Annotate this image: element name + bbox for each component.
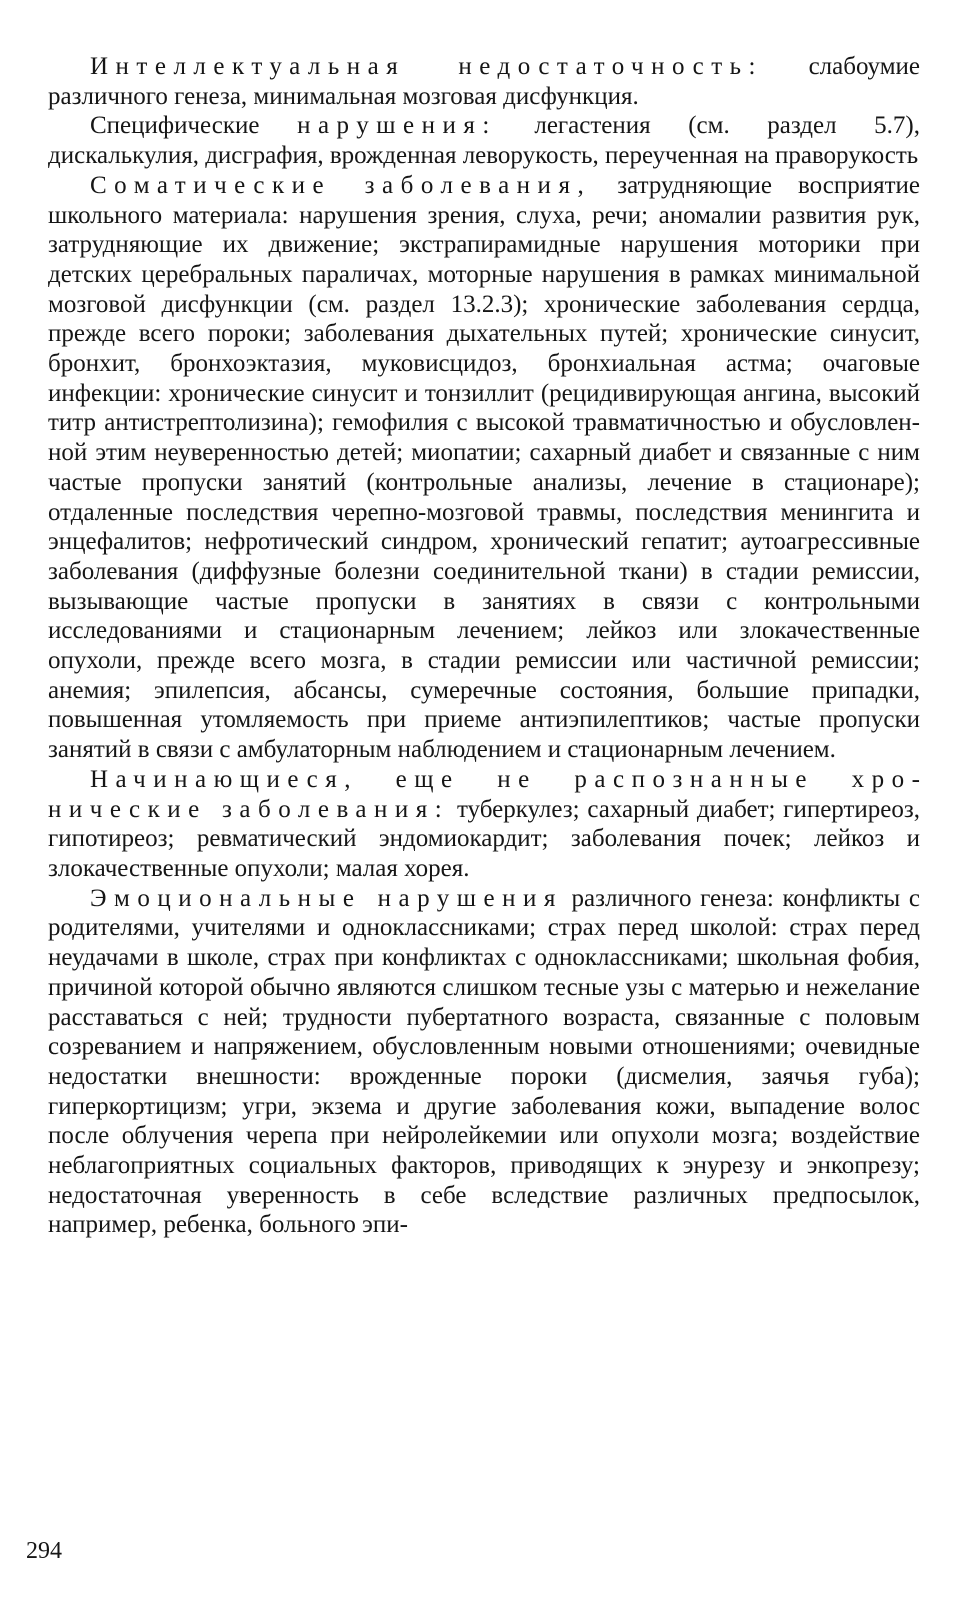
paragraph-lead: Специфические xyxy=(90,112,298,140)
page-body xyxy=(48,52,920,1240)
paragraph-text: легастения (см. раздел 5.7), дискалькулия, дисграфия, врожденная леворукость, переученная на праворукость xyxy=(48,112,920,170)
spaced-term: Эмоциональные нарушения xyxy=(90,884,563,912)
paragraph-text: затрудняющие восприятие школьного материала: нарушения зрения, слуха, речи; аномалии развития рук, затрудняющие их движение; экстрапирамидные нарушения моторики при детских церебральных параличах, моторные нарушения в рамках минимальной мозговой дисфункции (см. раздел 13.2.3); хронические заболевания сердца, прежде всего пороки; заболевания дыхательных путей; хронические синусит, бронхит, бронхоэктазия, муковисцидоз, бронхиальная астма; очаговые инфекции: хронические синусит и тонзиллит (рецидивирующая ангина, высокий титр антистрептолизина); гемофилия с высокой травматичностью и обусловленной этим неуверенностью детей; миопатии; сахарный диабет и связанные с ним частые пропуски занятий (контрольные анализы, лечение в стационаре); отдаленные последствия черепно-мозговой травмы, последствия менингита и энцефалитов; нефротический синдром, хронический гепатит; аутоагрессивные заболевания (диффузные болезни соединительной ткани) в стадии ремиссии, вызывающие частые пропуски в занятиях в связи с контрольными исследованиями и стационарным лечением; лейкоз или злокачественные опухоли, прежде всего мозга, в стадии ремиссии или частичной ремиссии; анемия; эпилепсия, абсансы, сумеречные состояния, большие припадки, повышенная утомляемость при приеме антиэпилептиков; частые пропуски занятий в связи с амбулаторным наблюдением и стационарным лечением. xyxy=(48,171,920,764)
spaced-term: Соматические заболевания, xyxy=(90,171,592,199)
spaced-term: Начинающиеся, еще не распознанные хронические заболевания: xyxy=(48,765,920,823)
paragraph-emotional-disorders xyxy=(48,884,920,1240)
paragraph-intellectual-insufficiency xyxy=(48,52,920,111)
page-number: 294 xyxy=(26,1538,62,1564)
paragraph-text: туберкулез; сахарный диабет; гипертиреоз, гипотиреоз; ревматический эндомиокардит; заболевания почек; лейкоз и злокачественные опухоли; малая хорея. xyxy=(48,795,920,882)
paragraph-text: различного генеза: конфликты с родителями, учителями и одноклассниками; страх перед школой: страх перед неудачами в школе, страх при конфликтах с одноклассниками; школьная фобия, причиной которой обычно являются слишком тесные узы с матерью и нежeлание расставаться с ней; трудности пубертатного возраста, связанные с половым созреванием и напряжением, обусловленным новыми отношениями; очевидные недостатки внешности: врожденные пороки (дисмелия, заячья губа); гиперкортицизм; угри, экзема и другие заболевания кожи, выпадение волос после облучения черепа при нейролейкемии или опухоли мозга; воздействие неблагоприятных социальных факторов, приводящих к энурезу и энкопрезу; недостаточная уверенность в себе вследствие различных предпосылок, например, ребенка, больного эпи- xyxy=(48,884,920,1239)
paragraph-text: слабоумие различного генеза, минимальная мозговая дисфункция. xyxy=(48,53,920,110)
spaced-term: Интеллектуальная недостаточность: xyxy=(90,53,763,80)
spaced-term: нарушения: xyxy=(297,112,497,140)
paragraph-chronic-diseases xyxy=(48,765,920,884)
paragraph-specific-disorders xyxy=(48,111,920,170)
paragraph-somatic-diseases xyxy=(48,171,920,765)
